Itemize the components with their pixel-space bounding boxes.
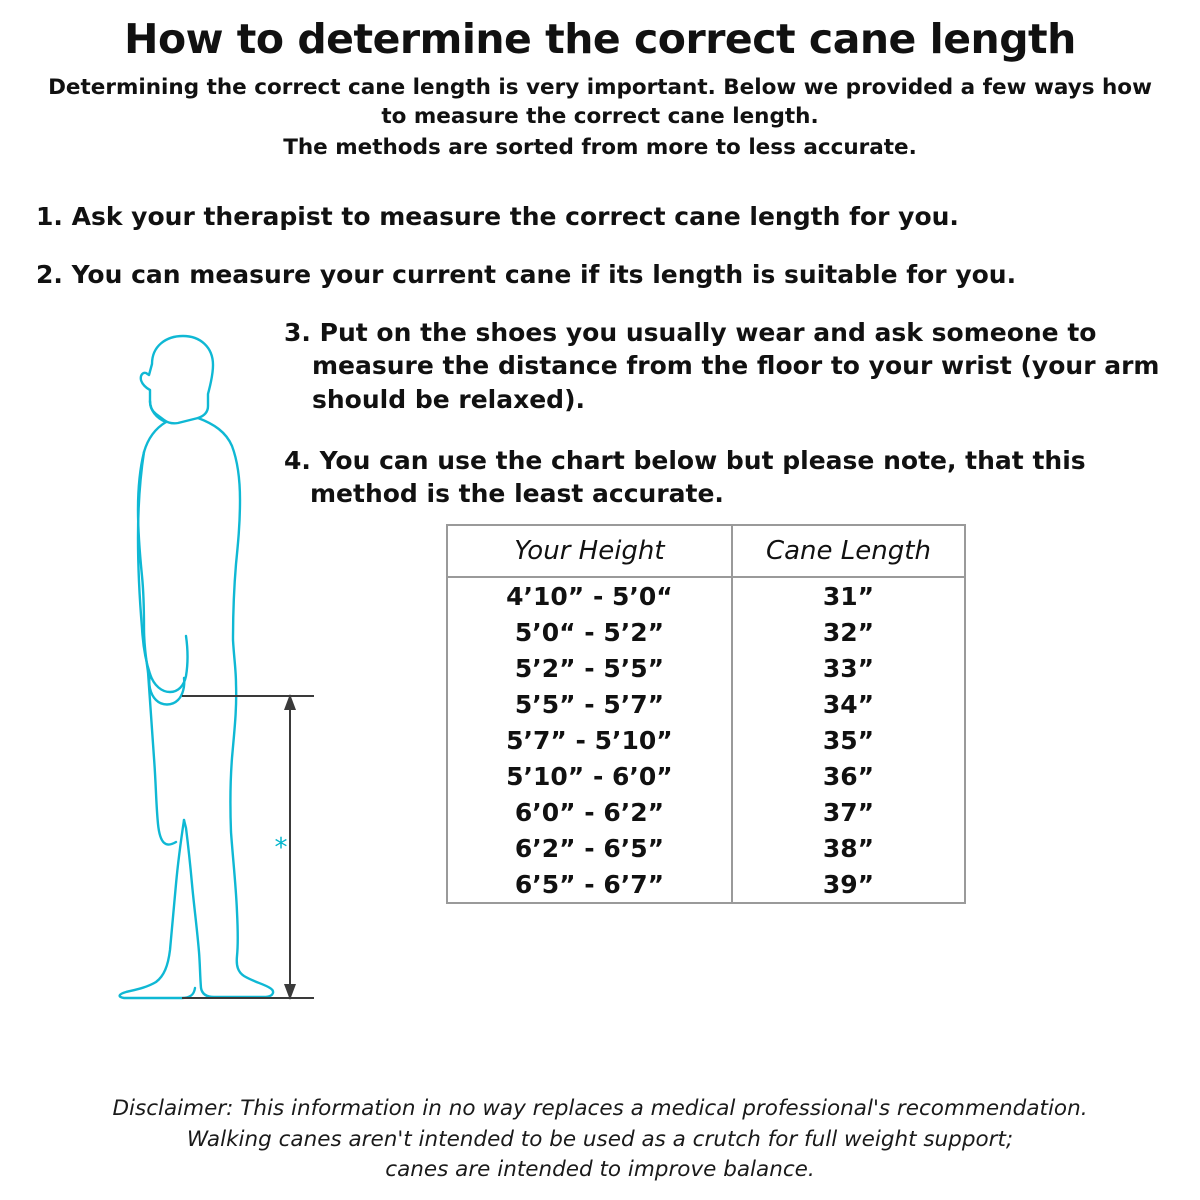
disclaimer-line-3: canes are intended to improve balance.	[385, 1157, 815, 1183]
intro-line-3: The methods are sorted from more to less accurate.	[283, 135, 917, 161]
step-2-number: 2.	[36, 260, 63, 290]
cell-cane-length: 38”	[822, 834, 875, 864]
measurement-marker: *	[274, 833, 288, 864]
step-4	[284, 444, 1198, 511]
table-row	[447, 758, 965, 794]
step-2	[36, 258, 1174, 291]
cell-cane-length: 37”	[822, 798, 875, 828]
step-3	[284, 316, 1198, 416]
cell-height: 6’0” - 6’2”	[447, 794, 732, 830]
steps-right-column	[284, 316, 1198, 535]
cell-height: 6’2” - 6’5”	[447, 830, 732, 866]
step-3-number: 3.	[284, 318, 311, 348]
disclaimer-line-1: Disclaimer: This information in no way replaces a medical professional's recommendation.	[112, 1096, 1088, 1122]
cell-cane-length: 32”	[822, 618, 875, 648]
cane-length-table-wrapper	[446, 524, 966, 904]
cell-height: 6’5” - 6’7”	[447, 866, 732, 903]
table-row	[447, 650, 965, 686]
cell-cane-length: 39”	[822, 870, 875, 900]
cell-cane-length: 34”	[822, 690, 875, 720]
column-header-cane-length: Cane Length	[732, 525, 965, 577]
intro-paragraph	[38, 73, 1162, 162]
step-4-number: 4.	[284, 445, 311, 475]
cell-cane-length: 36”	[822, 762, 875, 792]
step-4-text: You can use the chart below but please note, that this method is the least accurate.	[310, 445, 1086, 509]
cell-height: 5’10” - 6’0”	[447, 758, 732, 794]
intro-line-2: ways how to measure the correct cane length.	[381, 75, 1152, 130]
table-row	[447, 830, 965, 866]
cell-height: 5’7” - 5’10”	[447, 722, 732, 758]
table-row	[447, 614, 965, 650]
disclaimer-line-2: Walking canes aren't intended to be used as a crutch for full weight support;	[186, 1126, 1014, 1152]
intro-line-1: Determining the correct cane length is very important. Below we provided a few	[48, 75, 1027, 101]
table-row	[447, 577, 965, 614]
cane-length-table	[446, 524, 966, 904]
step-2-text: You can measure your current cane if its length is suitable for you.	[71, 260, 1017, 290]
cell-cane-length: 33”	[822, 654, 875, 684]
cell-height: 5’2” - 5’5”	[447, 650, 732, 686]
table-header-row	[447, 525, 965, 577]
step-1	[36, 200, 1174, 233]
step-3-text: Put on the shoes you usually wear and ask someone to measure the distance from the floor to your wrist (your arm should be relaxed).	[312, 318, 1160, 414]
cell-height: 4’10” - 5’0“	[447, 577, 732, 614]
page-title: How to determine the correct cane length	[124, 15, 1076, 63]
table-row	[447, 686, 965, 722]
cell-cane-length: 35”	[822, 726, 875, 756]
cell-cane-length: 31”	[822, 582, 875, 612]
step-1-text: Ask your therapist to measure the correct cane length for you.	[71, 202, 959, 232]
cell-height: 5’5” - 5’7”	[447, 686, 732, 722]
step-1-number: 1.	[36, 202, 63, 232]
middle-section	[26, 316, 1174, 1016]
table-row	[447, 866, 965, 903]
table-row	[447, 722, 965, 758]
column-header-height: Your Height	[447, 525, 732, 577]
disclaimer	[26, 1094, 1174, 1186]
table-row	[447, 794, 965, 830]
cell-height: 5’0“ - 5’2”	[447, 614, 732, 650]
standing-person-diagram	[86, 328, 316, 1008]
